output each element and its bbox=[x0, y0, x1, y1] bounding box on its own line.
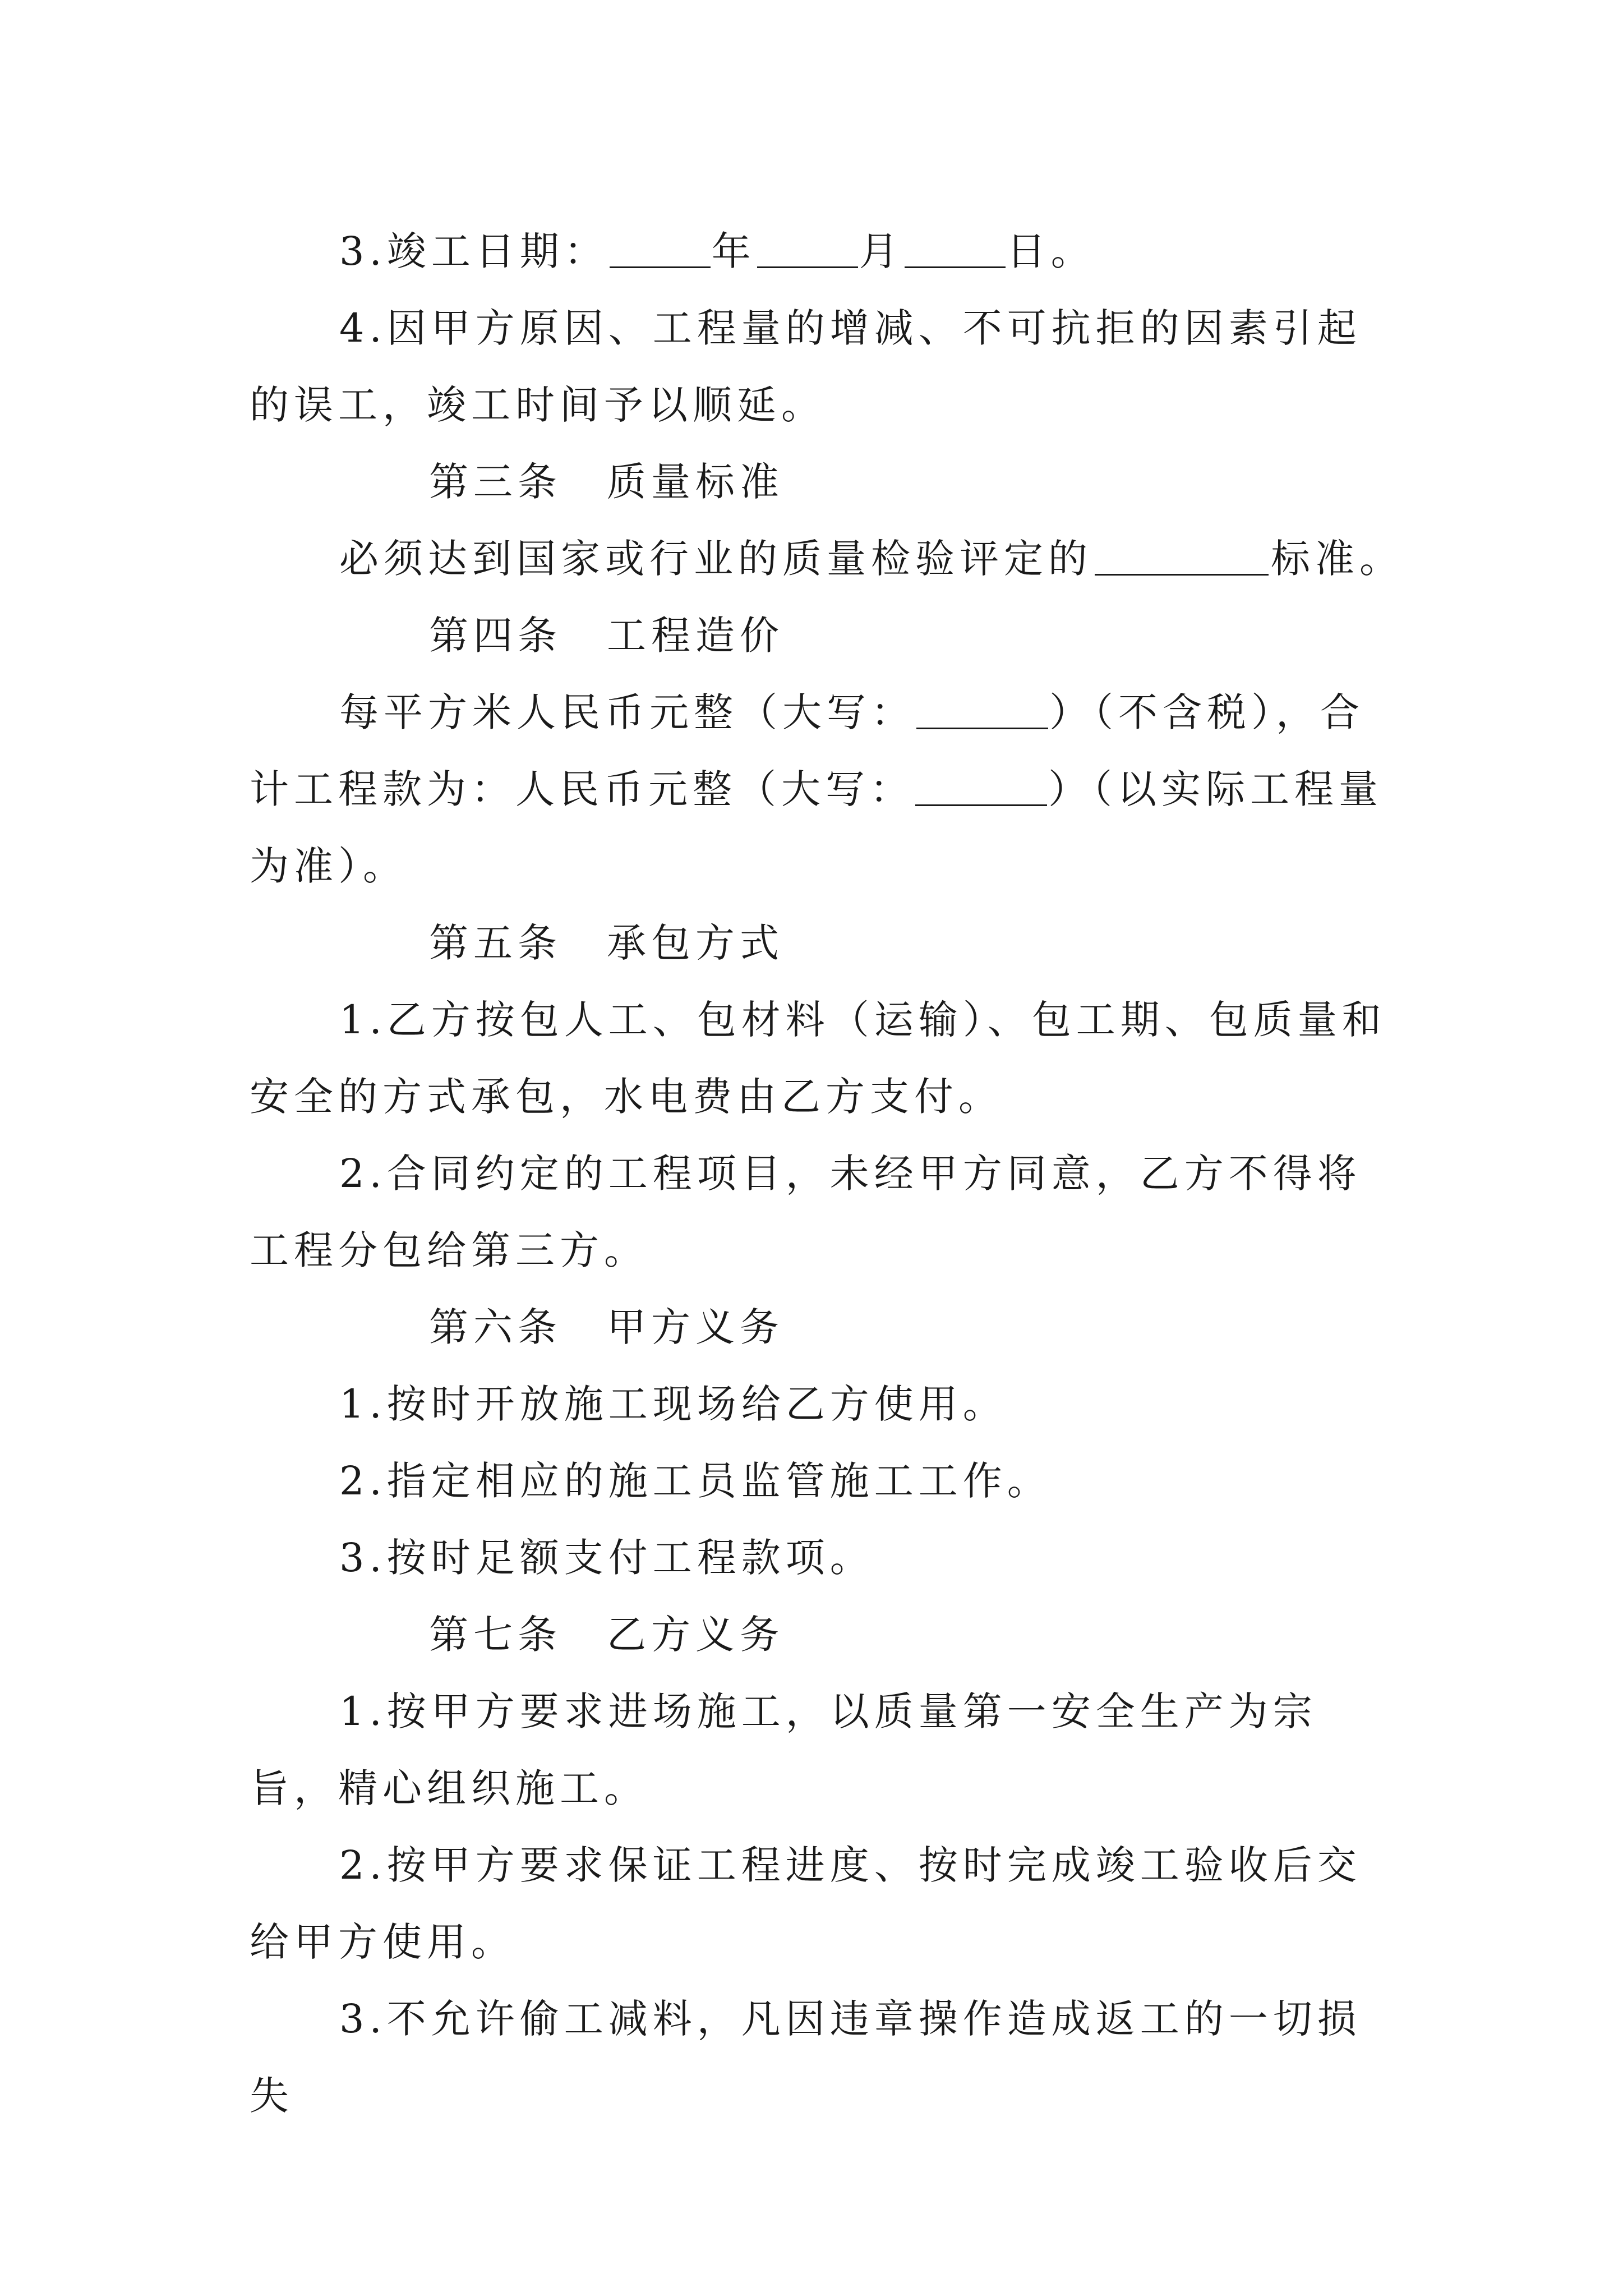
article-4-number: 第四条 bbox=[429, 613, 562, 659]
article-3-text bbox=[250, 521, 1404, 597]
article-3-heading bbox=[250, 444, 1388, 521]
article-5-item: 1.乙方按包人工、包材料（运输）、包工期、包质量和安全的方式承包，水电费由乙方支付。 bbox=[250, 997, 1386, 1120]
day-blank bbox=[905, 229, 1006, 268]
article-6-item: 1.按时开放施工现场给乙方使用。 bbox=[339, 1381, 1007, 1427]
article-4-heading bbox=[250, 597, 1388, 674]
article-5-number: 第五条 bbox=[429, 920, 562, 966]
total-price-blank bbox=[915, 767, 1047, 806]
article-3-title: 质量标准 bbox=[607, 459, 784, 505]
article-5-item: 2.合同约定的工程项目，未经甲方同意，乙方不得将工程分包给第三方。 bbox=[250, 1151, 1362, 1273]
quality-standard-suffix: 标准。 bbox=[1271, 536, 1404, 582]
article-5-heading bbox=[250, 905, 1388, 982]
day-label: 日。 bbox=[1006, 228, 1095, 274]
month-label: 月 bbox=[859, 228, 903, 274]
quality-standard-text: 必须达到国家或行业的质量检验评定的 bbox=[339, 536, 1092, 582]
article-4-title: 工程造价 bbox=[607, 613, 784, 659]
year-blank bbox=[610, 229, 711, 268]
article-6-number: 第六条 bbox=[429, 1304, 562, 1350]
article-7-heading bbox=[250, 1596, 1388, 1673]
unit-price-text: 每平方米人民币元整（大写： bbox=[339, 689, 915, 735]
article-6-title: 甲方义务 bbox=[607, 1304, 784, 1350]
article-3-number: 第三条 bbox=[429, 459, 562, 505]
article-4-text bbox=[250, 674, 1388, 905]
article-6-item: 2.指定相应的施工员监管施工工作。 bbox=[339, 1458, 1052, 1504]
month-blank bbox=[757, 229, 858, 268]
quality-standard-blank bbox=[1095, 536, 1269, 576]
article-7-item: 1.按甲方要求进场施工，以质量第一安全生产为宗旨，精心组织施工。 bbox=[250, 1688, 1317, 1811]
article-5-title: 承包方式 bbox=[607, 920, 784, 966]
article-7-item: 3.不允许偷工减料，凡因违章操作造成返工的一切损失 bbox=[250, 1996, 1362, 2119]
delay-clause: 4.因甲方原因、工程量的增减、不可抗拒的因素引起的误工，竣工时间予以顺延。 bbox=[250, 305, 1362, 428]
article-6-heading bbox=[250, 1289, 1388, 1366]
completion-date-label: 3.竣工日期： bbox=[339, 228, 608, 274]
article-7-item: 2.按甲方要求保证工程进度、按时完成竣工验收后交给甲方使用。 bbox=[250, 1842, 1362, 1965]
article-7-title: 乙方义务 bbox=[607, 1612, 784, 1658]
completion-date-line bbox=[250, 213, 1388, 290]
unit-price-blank bbox=[916, 690, 1048, 729]
article-7-number: 第七条 bbox=[429, 1612, 562, 1658]
year-label: 年 bbox=[711, 228, 756, 274]
price-basis-text: ）（以实际工程量为准）。 bbox=[250, 766, 1383, 889]
contract-body bbox=[250, 213, 1404, 2134]
article-6-item: 3.按时足额支付工程款项。 bbox=[339, 1535, 874, 1581]
total-price-text: ）（不含税），合计工程款为：人民币元整（大写： bbox=[250, 689, 1364, 812]
